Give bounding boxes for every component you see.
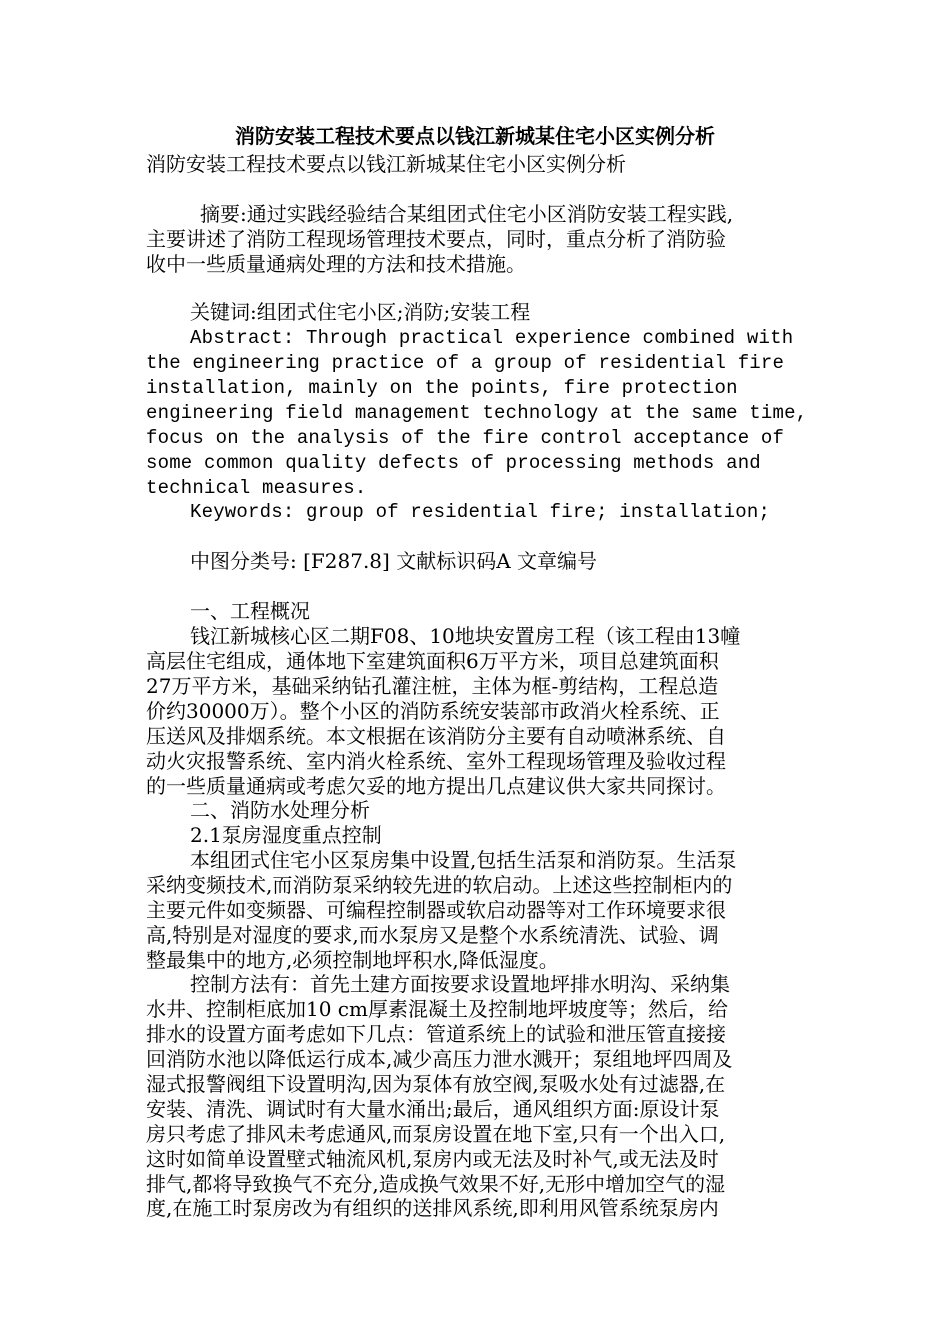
abstract-en-line: focus on the analysis of the fire control acceptance of <box>146 427 785 449</box>
body-line: 水井、控制柜底加10 cm厚素混凝土及控制地坪坡度等；然后，给 <box>146 997 728 1021</box>
body-line: 高,特别是对湿度的要求,而水泵房又是整个水系统清洗、试验、调 <box>146 923 719 947</box>
body-line: 控制方法有：首先土建方面按要求设置地坪排水明沟、采纳集 <box>190 972 730 996</box>
abstract-en-line: the engineering practice of a group of residential fire <box>146 352 785 374</box>
body-line: 价约30000万）。整个小区的消防系统安装部市政消火栓系统、正 <box>146 699 720 723</box>
body-line: 27万平方米，基础采纳钻孔灌注桩，主体为框-剪结构，工程总造 <box>146 674 719 698</box>
abstract-en-line: Abstract: Through practical experience combined with <box>190 327 794 349</box>
body-line: 钱江新城核心区二期F08、10地块安置房工程（该工程由13幢 <box>190 624 741 648</box>
keywords-en: Keywords: group of residential fire; installation; <box>190 501 771 523</box>
abstract-cn-line: 收中一些质量通病处理的方法和技术措施。 <box>146 252 526 276</box>
body-line: 动火灾报警系统、室内消火栓系统、室外工程现场管理及验收过程 <box>146 749 726 773</box>
classification-line: 中图分类号: [F287.8] 文献标识码A 文章编号 <box>190 549 597 573</box>
document-title: 消防安装工程技术要点以钱江新城某住宅小区实例分析 <box>235 124 715 148</box>
body-line: 排气,都将导致换气不充分,造成换气效果不好,无形中增加空气的湿 <box>146 1172 726 1196</box>
abstract-cn-line: 主要讲述了消防工程现场管理技术要点，同时，重点分析了消防验 <box>146 227 726 251</box>
body-line: 高层住宅组成，通体地下室建筑面积6万平方米，项目总建筑面积 <box>146 649 719 673</box>
body-line: 采纳变频技术,而消防泵采纳较先进的软启动。上述这些控制柜内的 <box>146 873 733 897</box>
body-line: 排水的设置方面考虑如下几点：管道系统上的试验和泄压管直接接 <box>146 1022 726 1046</box>
abstract-en-line: technical measures. <box>146 477 367 499</box>
subsection-heading: 2.1泵房湿度重点控制 <box>190 823 382 847</box>
section-heading: 二、消防水处理分析 <box>190 798 370 822</box>
abstract-cn-line: 摘要:通过实践经验结合某组团式住宅小区消防安装工程实践, <box>200 202 734 226</box>
body-line: 回消防水池以降低运行成本,减少高压力泄水溅开；泵组地坪四周及 <box>146 1047 733 1071</box>
body-line: 度,在施工时泵房改为有组织的送排风系统,即利用风管系统泵房内 <box>146 1196 719 1220</box>
keywords-cn: 关键词:组团式住宅小区;消防;安装工程 <box>190 300 531 324</box>
abstract-en-line: some common quality defects of processing methods and <box>146 452 761 474</box>
body-line: 整最集中的地方,必须控制地坪积水,降低湿度。 <box>146 948 559 972</box>
section-heading: 一、工程概况 <box>190 599 310 623</box>
body-line: 的一些质量通病或考虑欠妥的地方提出几点建议供大家共同探讨。 <box>146 774 726 798</box>
body-line: 这时如简单设置壁式轴流风机,泵房内或无法及时补气,或无法及时 <box>146 1147 719 1171</box>
body-line: 主要元件如变频器、可编程控制器或软启动器等对工作环境要求很 <box>146 898 726 922</box>
body-line: 房只考虑了排风未考虑通风,而泵房设置在地下室,只有一个出入口, <box>146 1122 726 1146</box>
abstract-en-line: installation, mainly on the points, fire protection <box>146 377 738 399</box>
body-line: 压送风及排烟系统。本文根据在该消防分主要有自动喷淋系统、自 <box>146 724 726 748</box>
body-line: 本组团式住宅小区泵房集中设置,包括生活泵和消防泵。生活泵 <box>190 848 737 872</box>
document-subtitle: 消防安装工程技术要点以钱江新城某住宅小区实例分析 <box>146 152 626 176</box>
body-line: 安装、清洗、调试时有大量水涌出;最后，通风组织方面:原设计泵 <box>146 1097 720 1121</box>
abstract-en-line: engineering field management technology at the same time, <box>146 402 808 424</box>
body-line: 湿式报警阀组下设置明沟,因为泵体有放空阀,泵吸水处有过滤器,在 <box>146 1072 726 1096</box>
